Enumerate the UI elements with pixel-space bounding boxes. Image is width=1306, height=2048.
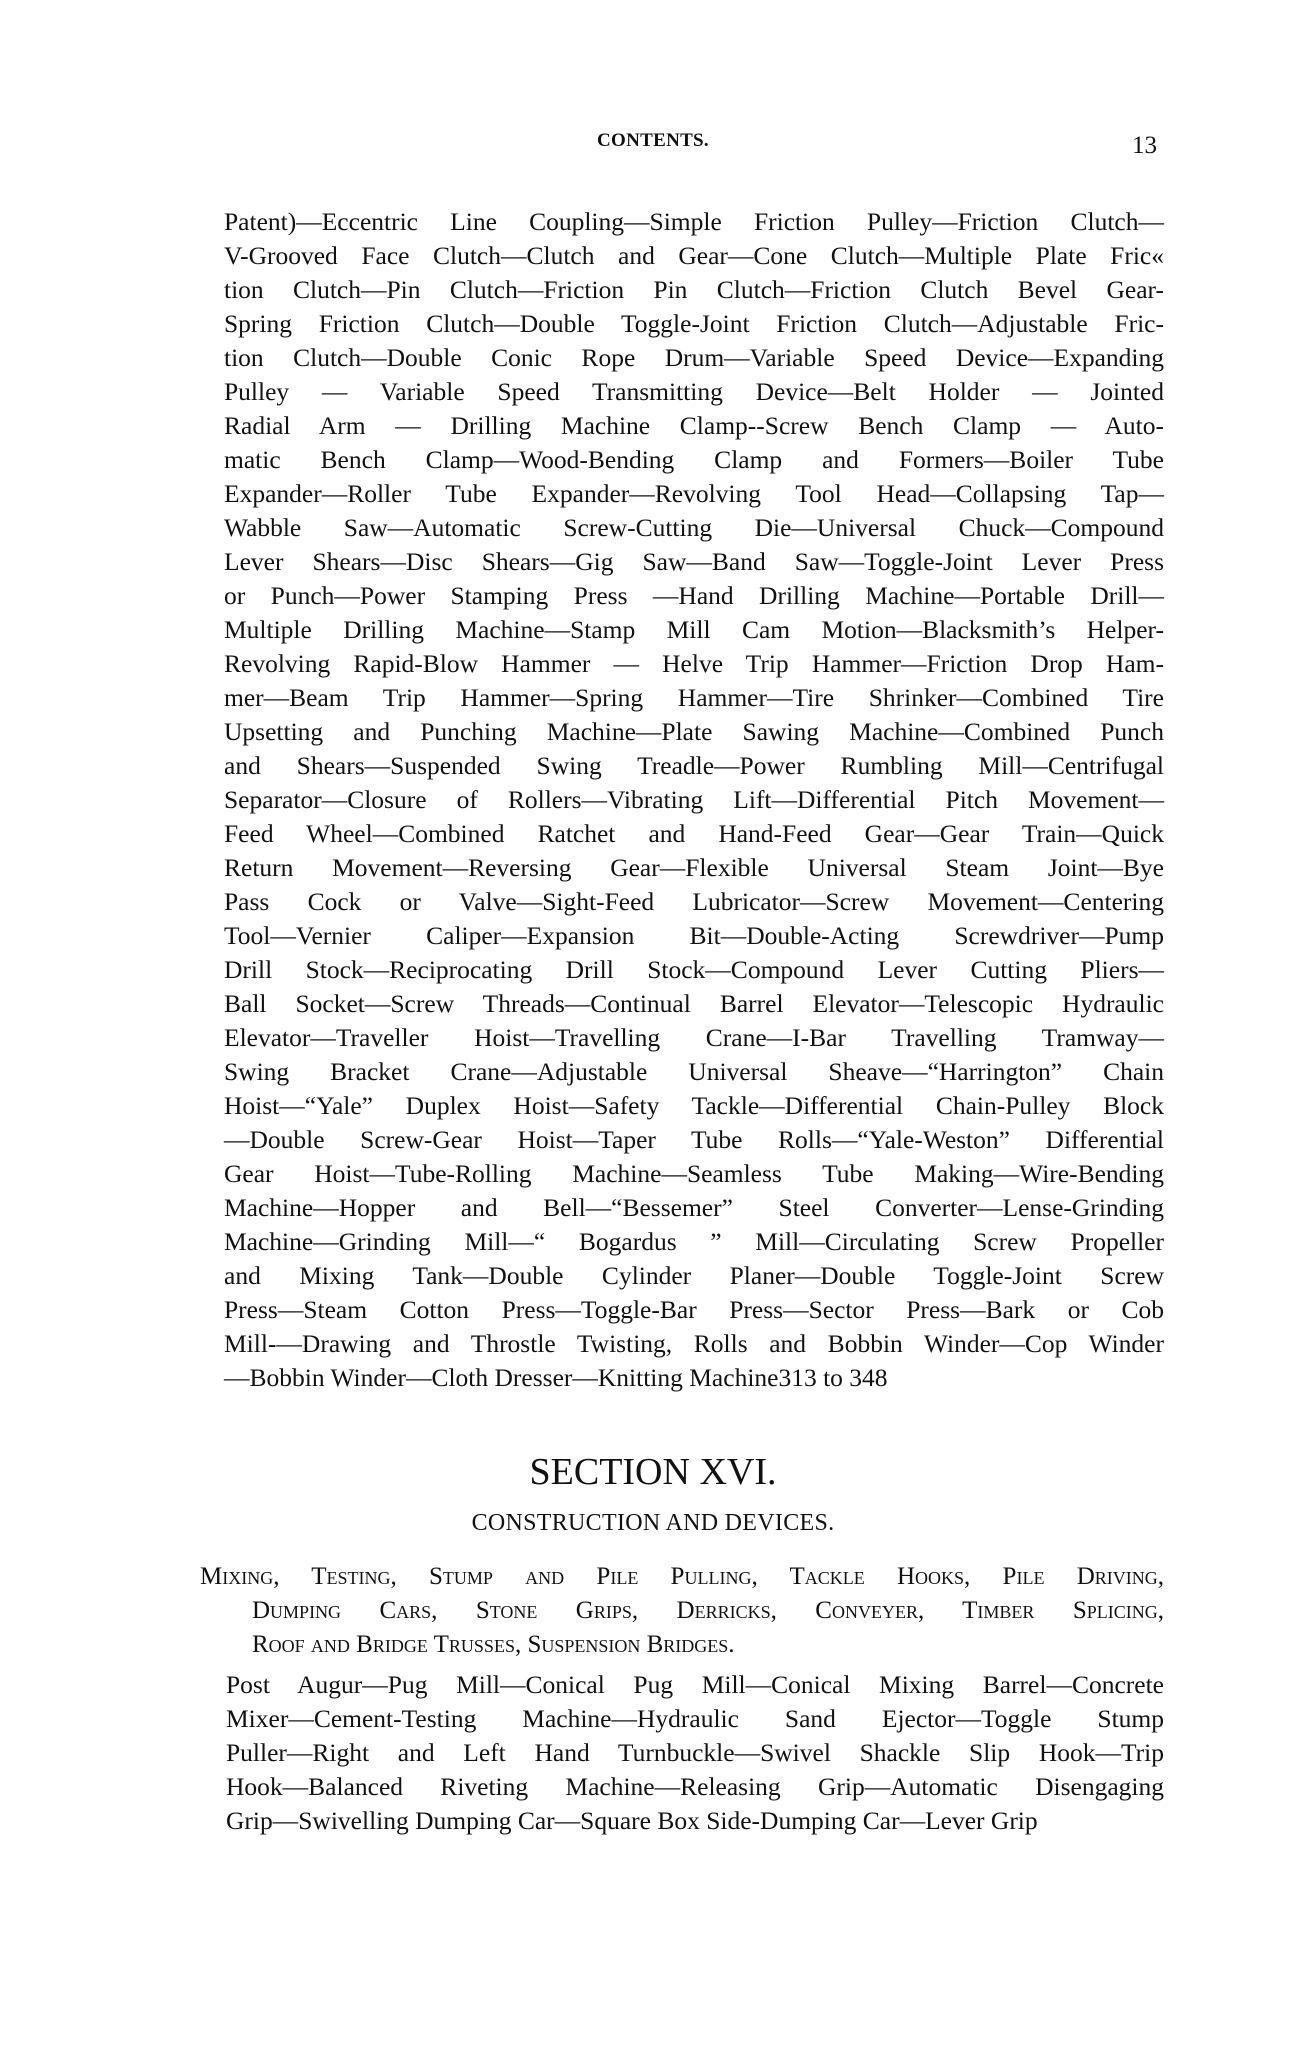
text-line: Expander—Roller Tube Expander—Revolving Tool Head—Collapsing Tap— bbox=[224, 479, 1164, 508]
text-line: Wabble Saw—Automatic Screw-Cutting Die—Universal Chuck—Compound bbox=[224, 513, 1164, 542]
section-heading: SECTION XVI. bbox=[529, 1451, 777, 1493]
text-line: or Punch—Power Stamping Press —Hand Drilling Machine—Portable Drill— bbox=[224, 581, 1164, 610]
text-line: Radial Arm — Drilling Machine Clamp--Screw Bench Clamp — Auto- bbox=[224, 411, 1164, 440]
text-line: Multiple Drilling Machine—Stamp Mill Cam Motion—Blacksmith’s Helper- bbox=[224, 615, 1164, 644]
text-line: —Double Screw-Gear Hoist—Taper Tube Rolls—“Yale-Weston” Differential bbox=[224, 1125, 1164, 1154]
text-line: tion Clutch—Pin Clutch—Friction Pin Clutch—Friction Clutch Bevel Gear- bbox=[224, 275, 1164, 304]
text-line: Hook—Balanced Riveting Machine—Releasing Grip—Automatic Disengaging bbox=[226, 1772, 1164, 1801]
text-line: Feed Wheel—Combined Ratchet and Hand-Feed Gear—Gear Train—Quick bbox=[224, 819, 1164, 848]
text-line: tion Clutch—Double Conic Rope Drum—Variable Speed Device—Expanding bbox=[224, 343, 1164, 372]
contents-paragraph-section-xvi bbox=[226, 1668, 1164, 1838]
text-line: mer—Beam Trip Hammer—Spring Hammer—Tire Shrinker—Combined Tire bbox=[224, 683, 1164, 712]
text-line: Swing Bracket Crane—Adjustable Universal Sheave—“Harrington” Chain bbox=[224, 1057, 1164, 1086]
text-line: Drill Stock—Reciprocating Drill Stock—Compound Lever Cutting Pliers— bbox=[224, 955, 1164, 984]
text-line: matic Bench Clamp—Wood-Bending Clamp and Formers—Boiler Tube bbox=[224, 445, 1164, 474]
text-line: Post Augur—Pug Mill—Conical Pug Mill—Conical Mixing Barrel—Concrete bbox=[226, 1670, 1164, 1699]
text-line: Puller—Right and Left Hand Turnbuckle—Swivel Shackle Slip Hook—Trip bbox=[226, 1738, 1164, 1767]
text-line: V-Grooved Face Clutch—Clutch and Gear—Cone Clutch—Multiple Plate Fric« bbox=[224, 241, 1164, 270]
text-line: Gear Hoist—Tube-Rolling Machine—Seamless Tube Making—Wire-Bending bbox=[224, 1159, 1164, 1188]
text-line: Elevator—Traveller Hoist—Travelling Crane—I-Bar Travelling Tramway— bbox=[224, 1023, 1164, 1052]
text-line: Patent)—Eccentric Line Coupling—Simple Friction Pulley—Friction Clutch— bbox=[224, 207, 1164, 236]
text-line: Machine—Grinding Mill—“ Bogardus ” Mill—Circulating Screw Propeller bbox=[224, 1227, 1164, 1256]
text-line: Press—Steam Cotton Press—Toggle-Bar Press—Sector Press—Bark or Cob bbox=[224, 1295, 1164, 1324]
text-line: Tool—Vernier Caliper—Expansion Bit—Double-Acting Screwdriver—Pump bbox=[224, 921, 1164, 950]
text-line: Ball Socket—Screw Threads—Continual Barrel Elevator—Telescopic Hydraulic bbox=[224, 989, 1164, 1018]
text-line: Return Movement—Reversing Gear—Flexible Universal Steam Joint—Bye bbox=[224, 853, 1164, 882]
text-line: Machine—Hopper and Bell—“Bessemer” Steel Converter—Lense-Grinding bbox=[224, 1193, 1164, 1222]
text-line-page-range: —Bobbin Winder—Cloth Dresser—Knitting Machine313 to 348 bbox=[224, 1363, 888, 1392]
text-line: Upsetting and Punching Machine—Plate Sawing Machine—Combined Punch bbox=[224, 717, 1164, 746]
contents-paragraph-section-xv bbox=[224, 205, 1164, 1395]
text-line: Mill-—Drawing and Throstle Twisting, Rolls and Bobbin Winder—Cop Winder bbox=[224, 1329, 1164, 1358]
text-line: and Mixing Tank—Double Cylinder Planer—Double Toggle-Joint Screw bbox=[224, 1261, 1164, 1290]
section-subtitle: CONSTRUCTION AND DEVICES. bbox=[471, 1510, 835, 1536]
text-line: Revolving Rapid-Blow Hammer — Helve Trip Hammer—Friction Drop Ham- bbox=[224, 649, 1164, 678]
text-line: Separator—Closure of Rollers—Vibrating Lift—Differential Pitch Movement— bbox=[224, 785, 1164, 814]
page-number: 13 bbox=[1132, 132, 1157, 159]
text-line: Hoist—“Yale” Duplex Hoist—Safety Tackle—Differential Chain-Pulley Block bbox=[224, 1091, 1164, 1120]
text-line: Spring Friction Clutch—Double Toggle-Joint Friction Clutch—Adjustable Fric- bbox=[224, 309, 1164, 338]
text-line: Pulley — Variable Speed Transmitting Device—Belt Holder — Jointed bbox=[224, 377, 1164, 406]
topics-line: Roof and Bridge Trusses, Suspension Bridges. bbox=[252, 1631, 735, 1658]
running-header-title: CONTENTS. bbox=[597, 130, 709, 151]
topics-line: Mixing, Testing, Stump and Pile Pulling, Tackle Hooks, Pile Driving, bbox=[200, 1563, 1164, 1590]
text-line: Grip—Swivelling Dumping Car—Square Box Side-Dumping Car—Lever Grip bbox=[226, 1806, 1038, 1835]
topics-line: Dumping Cars, Stone Grips, Derricks, Conveyer, Timber Splicing, bbox=[252, 1597, 1164, 1624]
text-line: and Shears—Suspended Swing Treadle—Power Rumbling Mill—Centrifugal bbox=[224, 751, 1164, 780]
section-topics bbox=[200, 1560, 1164, 1662]
text-line: Lever Shears—Disc Shears—Gig Saw—Band Saw—Toggle-Joint Lever Press bbox=[224, 547, 1164, 576]
text-line: Pass Cock or Valve—Sight-Feed Lubricator—Screw Movement—Centering bbox=[224, 887, 1164, 916]
text-line: Mixer—Cement-Testing Machine—Hydraulic Sand Ejector—Toggle Stump bbox=[226, 1704, 1164, 1733]
